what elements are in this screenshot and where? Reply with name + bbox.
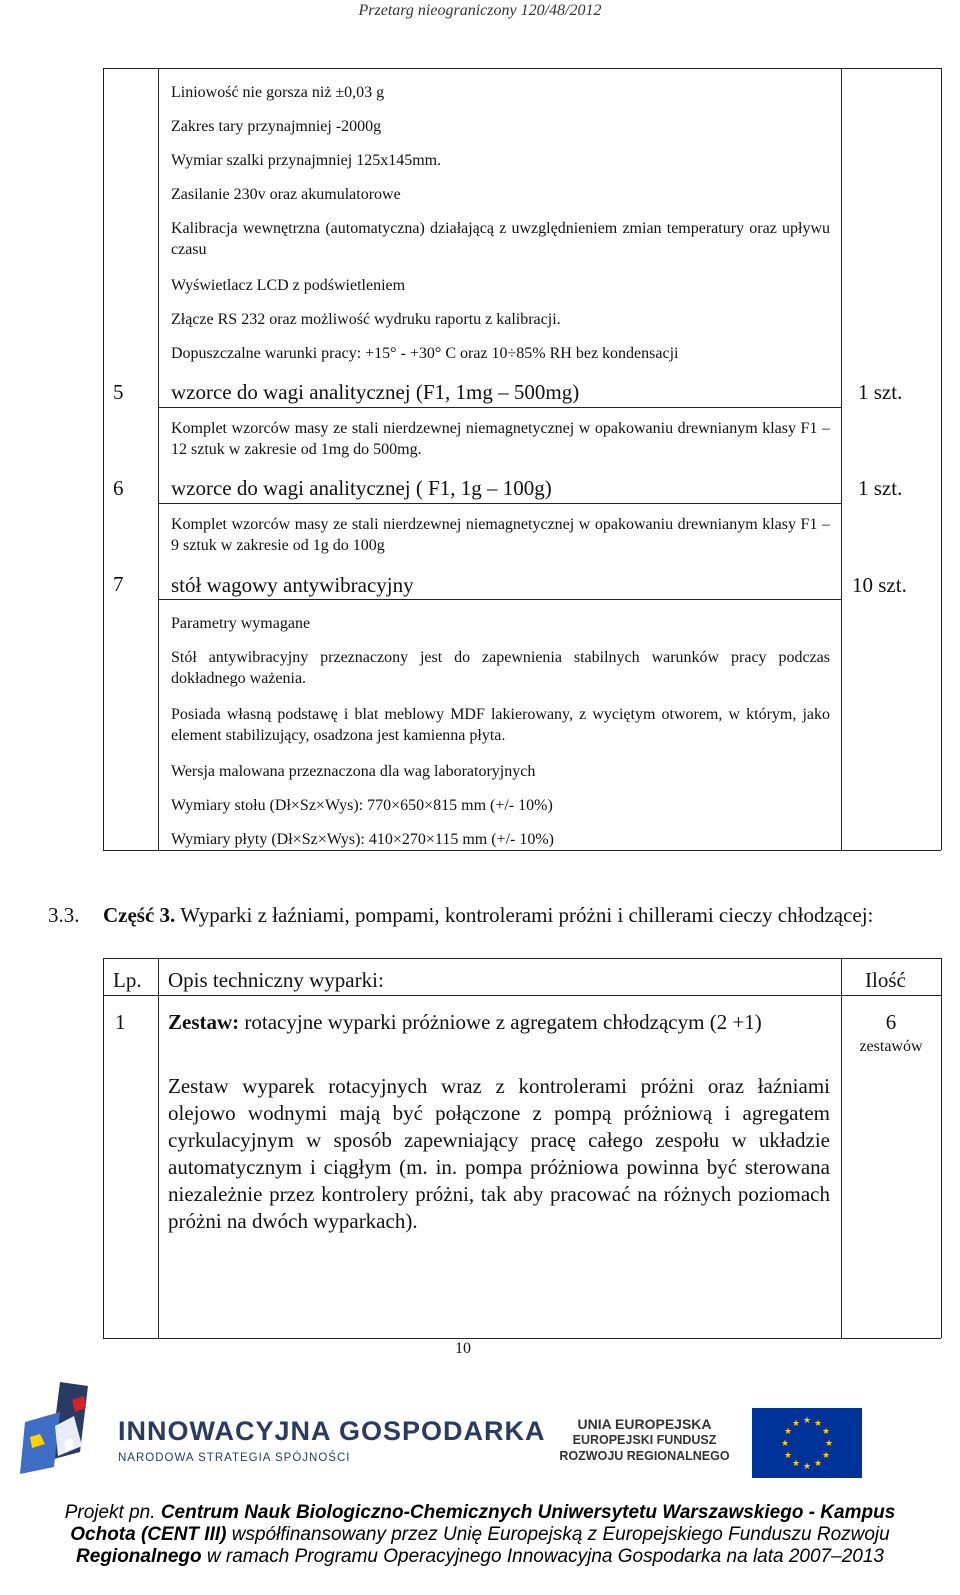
section-part-label: Część 3. (103, 903, 176, 927)
svg-text:★: ★ (783, 1427, 793, 1437)
eu-flag-icon (752, 1408, 862, 1478)
eu-line-1: UNIA EUROPEJSKA (577, 1416, 712, 1432)
item-description: Posiada własną podstawę i blat meblowy MDF lakierowany, z wyciętym otworem, w którym, jako element stabilizujący, osadzona jest kamienna płyta. (171, 706, 830, 744)
spec-line: Wymiar szalki przynajmniej 125x145mm. (171, 152, 442, 169)
svg-text:★: ★ (791, 1459, 801, 1469)
spec-line: Kalibracja wewnętrzna (automatyczna) działającą z uwzględnieniem zmian temperatury oraz upływu czasu (171, 220, 830, 258)
svg-text:★: ★ (821, 1427, 831, 1437)
item-quantity: 1 szt. (858, 476, 903, 500)
item-quantity: 1 szt. (858, 380, 903, 404)
item-description: Wymiary stołu (Dł×Sz×Wys): 770×650×815 mm (+/- 10%) (171, 797, 553, 814)
svg-text:★: ★ (824, 1439, 834, 1449)
eu-line-3: ROZWOJU REGIONALNEGO (559, 1449, 730, 1463)
svg-text:★: ★ (780, 1439, 790, 1449)
item-description: Wymiary płyty (Dł×Sz×Wys): 410×270×115 mm (+/- 10%) (171, 831, 554, 848)
column-header-lp: Lp. (113, 968, 142, 992)
item-title-bold: Zestaw: (168, 1010, 240, 1034)
page-number: 10 (455, 1340, 471, 1357)
footer-line-1: Projekt pn. Centrum Nauk Biologiczno-Chemicznych Uniwersytetu Warszawskiego - Kampus (64, 1502, 896, 1523)
spec-line: Dopuszczalne warunki pracy: +15° - +30° C oraz 10÷85% RH bez kondensacji (171, 345, 679, 362)
innovative-economy-subtitle: NARODOWA STRATEGIA SPÓJNOŚCI (118, 1452, 351, 1464)
item-quantity-number: 6 (885, 1010, 897, 1034)
item-quantity-unit: zestawów (859, 1038, 923, 1055)
svg-text:★: ★ (802, 1462, 812, 1472)
eu-line-2: EUROPEJSKI FUNDUSZ (572, 1433, 717, 1447)
svg-text:★: ★ (813, 1459, 823, 1469)
item-title: wzorce do wagi analitycznej ( F1, 1g – 100g) (171, 476, 552, 500)
footer (0, 1502, 960, 1568)
row-number: 6 (113, 476, 124, 500)
item-description: Komplet wzorców masy ze stali nierdzewnej niemagnetycznej w opakowaniu drewnianym klasy F1 – 12 sztuk w zakresie od 1mg do 500mg. (171, 420, 830, 458)
item-description: Zestaw wyparek rotacyjnych wraz z kontrolerami próżni oraz łaźniami olejowo wodnymi mają być połączone z pompą próżniową i agregatem cyrkulacyjnym w sposób zapewniający pracę całego zespołu w układzie automatycznym i ciągłym (m. in. pompa próżniowa powinna być sterowana niezależnie przez kontrolery próżni, tak aby pracować na różnych poziomach próżni na dwóch wyparkach). (168, 1074, 830, 1233)
column-header-description: Opis techniczny wyparki: (168, 968, 384, 992)
spec-line: Zakres tary przynajmniej -2000g (171, 118, 382, 135)
footer-line-3: Regionalnego w ramach Programu Operacyjnego Innowacyjna Gospodarka na lata 2007–2013 (76, 1546, 884, 1567)
document-header: Przetarg nieograniczony 120/48/2012 (358, 2, 602, 19)
item-title: stół wagowy antywibracyjny (171, 573, 414, 597)
row-number: 7 (113, 572, 124, 596)
item-title-rest: rotacyjne wyparki próżniowe z agregatem chłodzącym (2 +1) (239, 1010, 762, 1034)
item-quantity: 10 szt. (852, 573, 907, 597)
spec-line: Złącze RS 232 oraz możliwość wydruku raportu z kalibracji. (171, 311, 561, 328)
item-description: Parametry wymagane (171, 615, 311, 632)
row-number: 1 (115, 1010, 126, 1034)
item-description: Komplet wzorców masy ze stali nierdzewnej niemagnetycznej w opakowaniu drewnianym klasy F1 – 9 sztuk w zakresie od 1g do 100g (171, 516, 830, 554)
svg-text:★: ★ (783, 1451, 793, 1461)
column-header-quantity: Ilość (865, 968, 906, 992)
item-description: Stół antywibracyjny przeznaczony jest do zapewnienia stabilnych warunków pracy podczas dokładnego ważenia. (171, 649, 830, 687)
innovative-economy-title: INNOWACYJNA GOSPODARKA (118, 1416, 546, 1446)
section-title: Wyparki z łaźniami, pompami, kontrolerami próżni i chillerami cieczy chłodzącej: (180, 903, 874, 927)
row-number: 5 (113, 380, 124, 404)
section-number: 3.3. (48, 903, 80, 927)
svg-text:★: ★ (802, 1416, 812, 1426)
item-description: Wersja malowana przeznaczona dla wag laboratoryjnych (171, 763, 536, 780)
svg-text:★: ★ (791, 1419, 801, 1429)
innovative-economy-emblem-icon (20, 1382, 110, 1482)
spec-line: Wyświetlacz LCD z podświetleniem (171, 277, 406, 294)
svg-text:★: ★ (813, 1419, 823, 1429)
svg-text:★: ★ (821, 1451, 831, 1461)
spec-line: Zasilanie 230v oraz akumulatorowe (171, 186, 401, 203)
item-title: wzorce do wagi analitycznej (F1, 1mg – 500mg) (171, 380, 580, 404)
spec-line: Liniowość nie gorsza niż ±0,03 g (171, 84, 385, 101)
item-title (168, 1009, 830, 1036)
footer-line-2: Ochota (CENT III) współfinansowany przez Unię Europejską z Europejskiego Funduszu Rozwoju (70, 1524, 890, 1545)
